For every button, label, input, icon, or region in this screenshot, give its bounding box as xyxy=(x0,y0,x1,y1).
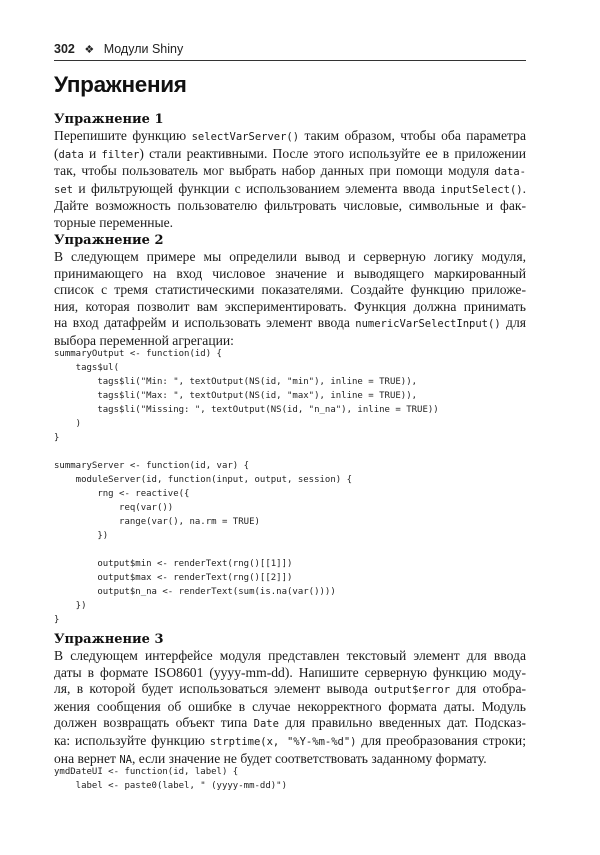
inline-code: set xyxy=(54,183,73,196)
text-line: принимающего на вход числовое значение и выводящего маркированный xyxy=(54,265,526,281)
section-title: Упражнения xyxy=(54,72,187,97)
exercise-text xyxy=(54,249,526,350)
text-line: ка: используйте функцию strptime(x, "%Y-%m-%d") для преобразования строки; xyxy=(54,732,526,748)
code-block: ymdDateUI <- function(id, label) { label <- paste0(label, " (yyyy-mm-dd)") xyxy=(54,767,287,791)
text-line: должен возвращать объект типа Date для правильно введенных дат. Подсказ- xyxy=(54,715,526,731)
inline-code: data- xyxy=(494,166,526,179)
exercise-heading: Упражнение 3 xyxy=(54,632,164,647)
text-line: Дайте возможность пользователю фильтровать числовые, символьные и фак- xyxy=(54,198,526,214)
text-line: торные переменные. xyxy=(54,214,174,230)
inline-code: strptime(x, "%Y-%m-%d") xyxy=(209,735,357,748)
running-head xyxy=(54,42,526,60)
text-line: она вернет NA, если значение не будет соответствовать заданному формату. xyxy=(54,750,487,766)
inline-code: numericVarSelectInput() xyxy=(355,318,501,331)
text-line: даты в формате ISO8601 (yyyy-mm-dd). Напишите серверную функцию моду- xyxy=(54,664,526,680)
inline-code: NA xyxy=(119,753,132,766)
exercise-heading: Упражнение 1 xyxy=(54,112,164,127)
text-line: В следующем интерфейсе модуля представлен текстовый элемент для ввода xyxy=(54,648,526,663)
inline-code: filter xyxy=(101,148,140,161)
exercise-heading: Упражнение 2 xyxy=(54,233,164,248)
inline-code: data xyxy=(58,148,84,161)
code-block: summaryOutput <- function(id) { tags$ul( tags$li("Min: ", textOutput(NS(id, "min"), inline = TRUE)), tags$li("Max: ", textOutput(NS(id, "max"), inline = TRUE)), tags$li("Missing: ", textOutput(NS(id, "n_na"), inline = TRUE)) ) } summaryServer <- function(id, var) { moduleServer(id, function(input, output, session) { rng <- reactive({ req(var()) range(var(), na.rm = TRUE) }) output$min <- renderText(rng()[[1]]) output$max <- renderText(rng()[[2]]) output$n_na <- renderText(sum(is.na(var()))) }) } xyxy=(54,349,439,625)
exercise-1 xyxy=(54,111,526,232)
exercise-3 xyxy=(54,631,526,768)
text-line: set и фильтрующей функции с использованием элемента ввода inputSelect(). xyxy=(54,180,526,196)
text-line: жения сообщения об ошибке в случае некорректного формата даты. Модуль xyxy=(54,698,526,714)
text-line: (data и filter) стали реактивными. После этого используйте ее в приложении xyxy=(54,145,527,161)
page-number: 302 xyxy=(54,42,75,56)
inline-code: selectVarServer() xyxy=(191,131,300,143)
exercise-text xyxy=(54,128,526,232)
text-line: Перепишите функцию selectVarServer() таким образом, чтобы оба параметра xyxy=(54,128,526,143)
inline-code: output$error xyxy=(374,684,451,697)
text-line: на вход датафрейм и использовать элемент ввода numericVarSelectInput() для xyxy=(54,315,526,331)
text-line: В следующем примере мы определили вывод и серверную логику модуля, xyxy=(54,249,526,264)
text-line: выбора переменной агрегации: xyxy=(54,332,234,348)
text-line: список с тремя статистическими показателями. Создайте функцию приложе- xyxy=(54,282,526,298)
ornament-icon: ❖ xyxy=(84,44,95,56)
chapter-title: Модули Shiny xyxy=(103,42,184,56)
exercise-text xyxy=(54,648,526,768)
text-line: ния, которая позволит вам экспериментировать. Функция должна принимать xyxy=(54,298,526,314)
text-line: так, чтобы пользователь мог выбрать набор данных при помощи модуля data- xyxy=(54,163,526,179)
header-rule xyxy=(54,60,526,61)
inline-code: inputSelect() xyxy=(440,183,523,196)
text-line: ля, в которой будет использоваться элемент вывода output$error для отобра- xyxy=(54,681,527,697)
exercise-2 xyxy=(54,232,526,350)
inline-code: Date xyxy=(253,718,279,731)
